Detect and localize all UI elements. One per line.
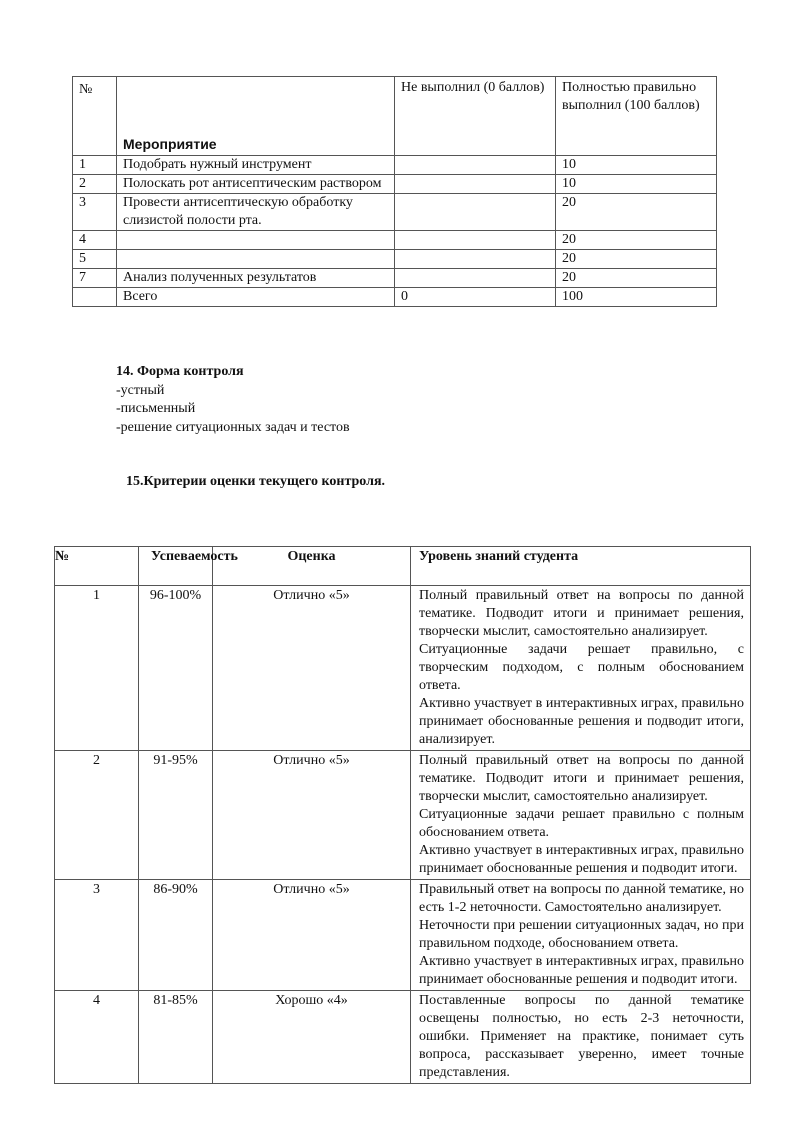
table-row <box>55 991 751 1084</box>
row-number: 4 <box>55 991 139 1084</box>
description-paragraph: Полный правильный ответ на вопросы по данной тематике. Подводит итоги и принимает решения, творчески мыслит, самостоятельно анализирует. <box>419 588 744 639</box>
row-full-points: 20 <box>556 194 717 231</box>
table-row <box>55 880 751 991</box>
criteria-table <box>54 546 751 1084</box>
header-number: № <box>73 77 117 156</box>
description-paragraph: Полный правильный ответ на вопросы по данной тематике. Подводит итоги и принимает решения, творчески мыслит, самостоятельно анализирует. <box>419 753 744 804</box>
control-form-item: -устный <box>116 382 165 398</box>
row-zero-points <box>395 231 556 250</box>
row-zero-points <box>395 175 556 194</box>
table-row <box>73 175 717 194</box>
row-level-description <box>411 880 751 991</box>
header-fully-done: Полностью правильно выполнил (100 баллов) <box>556 77 717 156</box>
row-event: Подобрать нужный инструмент <box>117 156 395 175</box>
description-paragraph: Ситуационные задачи решает правильно с полным обоснованием ответа. <box>419 807 744 840</box>
control-form-item: -решение ситуационных задач и тестов <box>116 419 350 435</box>
row-number: 4 <box>73 231 117 250</box>
row-number: 2 <box>73 175 117 194</box>
table-row <box>55 586 751 751</box>
header-grade: Оценка <box>213 547 411 586</box>
description-paragraph: Неточности при решении ситуационных задач, но при правильном подходе, обоснованием ответа. <box>419 918 744 951</box>
row-event: Провести антисептическую обработку слизистой полости рта. <box>117 194 395 231</box>
row-score: 91-95% <box>139 751 213 880</box>
control-form-heading: 14. Форма контроля <box>116 364 244 379</box>
row-score: 96-100% <box>139 586 213 751</box>
row-full-points: 20 <box>556 250 717 269</box>
row-number: 5 <box>73 250 117 269</box>
scoring-table <box>72 76 717 307</box>
table-row <box>73 269 717 288</box>
row-number: 1 <box>55 586 139 751</box>
table-row <box>73 231 717 250</box>
criteria-heading: 15.Критерии оценки текущего контроля. <box>126 474 386 489</box>
control-form-item: -письменный <box>116 401 196 416</box>
row-number: 1 <box>73 156 117 175</box>
row-level-description <box>411 586 751 751</box>
row-number: 3 <box>55 880 139 991</box>
row-grade: Отлично «5» <box>213 586 411 751</box>
header-not-done: Не выполнил (0 баллов) <box>395 77 556 156</box>
description-paragraph: Активно участвует в интерактивных играх, правильно принимает обоснованные решения и подводит итоги. <box>419 954 744 987</box>
row-number <box>73 288 117 307</box>
row-event <box>117 231 395 250</box>
row-score: 81-85% <box>139 991 213 1084</box>
table-row <box>73 250 717 269</box>
row-full-points: 10 <box>556 175 717 194</box>
row-number: 2 <box>55 751 139 880</box>
header-score: Успеваемость <box>139 547 213 586</box>
table-row-total <box>73 288 717 307</box>
row-grade: Отлично «5» <box>213 751 411 880</box>
description-paragraph: Ситуационные задачи решает правильно, с творческим подходом, с полным обоснованием ответа. <box>419 642 744 693</box>
criteria-table-header <box>55 547 751 586</box>
row-event: Полоскать рот антисептическим раствором <box>117 175 395 194</box>
row-zero-points <box>395 156 556 175</box>
row-level-description <box>411 991 751 1084</box>
header-level: Уровень знаний студента <box>411 547 751 586</box>
description-paragraph: Активно участвует в интерактивных играх, правильно принимает обоснованные решения и подводит итоги. <box>419 843 744 876</box>
row-event <box>117 250 395 269</box>
row-full-points: 20 <box>556 269 717 288</box>
description-paragraph: Поставленные вопросы по данной тематике освещены полностью, но есть 2-3 неточности, ошибки. Применяет на практике, понимает суть вопроса, рассказывает уверенно, имеет точные представления. <box>419 993 744 1080</box>
scoring-table-header <box>73 77 717 156</box>
description-paragraph: Активно участвует в интерактивных играх, правильно принимает обоснованные решения и подводит итоги, анализирует. <box>419 696 744 747</box>
row-grade: Отлично «5» <box>213 880 411 991</box>
row-number: 3 <box>73 194 117 231</box>
row-grade: Хорошо «4» <box>213 991 411 1084</box>
row-zero-points <box>395 250 556 269</box>
header-number: № <box>55 547 139 586</box>
description-paragraph: Правильный ответ на вопросы по данной тематике, но есть 1-2 неточности. Самостоятельно анализирует. <box>419 882 744 915</box>
row-event: Анализ полученных результатов <box>117 269 395 288</box>
row-full-points: 100 <box>556 288 717 307</box>
row-number: 7 <box>73 269 117 288</box>
row-zero-points: 0 <box>395 288 556 307</box>
row-score: 86-90% <box>139 880 213 991</box>
row-zero-points <box>395 194 556 231</box>
table-row <box>73 194 717 231</box>
control-form-section <box>116 363 350 437</box>
row-full-points: 10 <box>556 156 717 175</box>
row-full-points: 20 <box>556 231 717 250</box>
row-event: Всего <box>117 288 395 307</box>
table-row <box>73 156 717 175</box>
row-zero-points <box>395 269 556 288</box>
row-level-description <box>411 751 751 880</box>
header-event: Мероприятие <box>117 77 395 156</box>
table-row <box>55 751 751 880</box>
